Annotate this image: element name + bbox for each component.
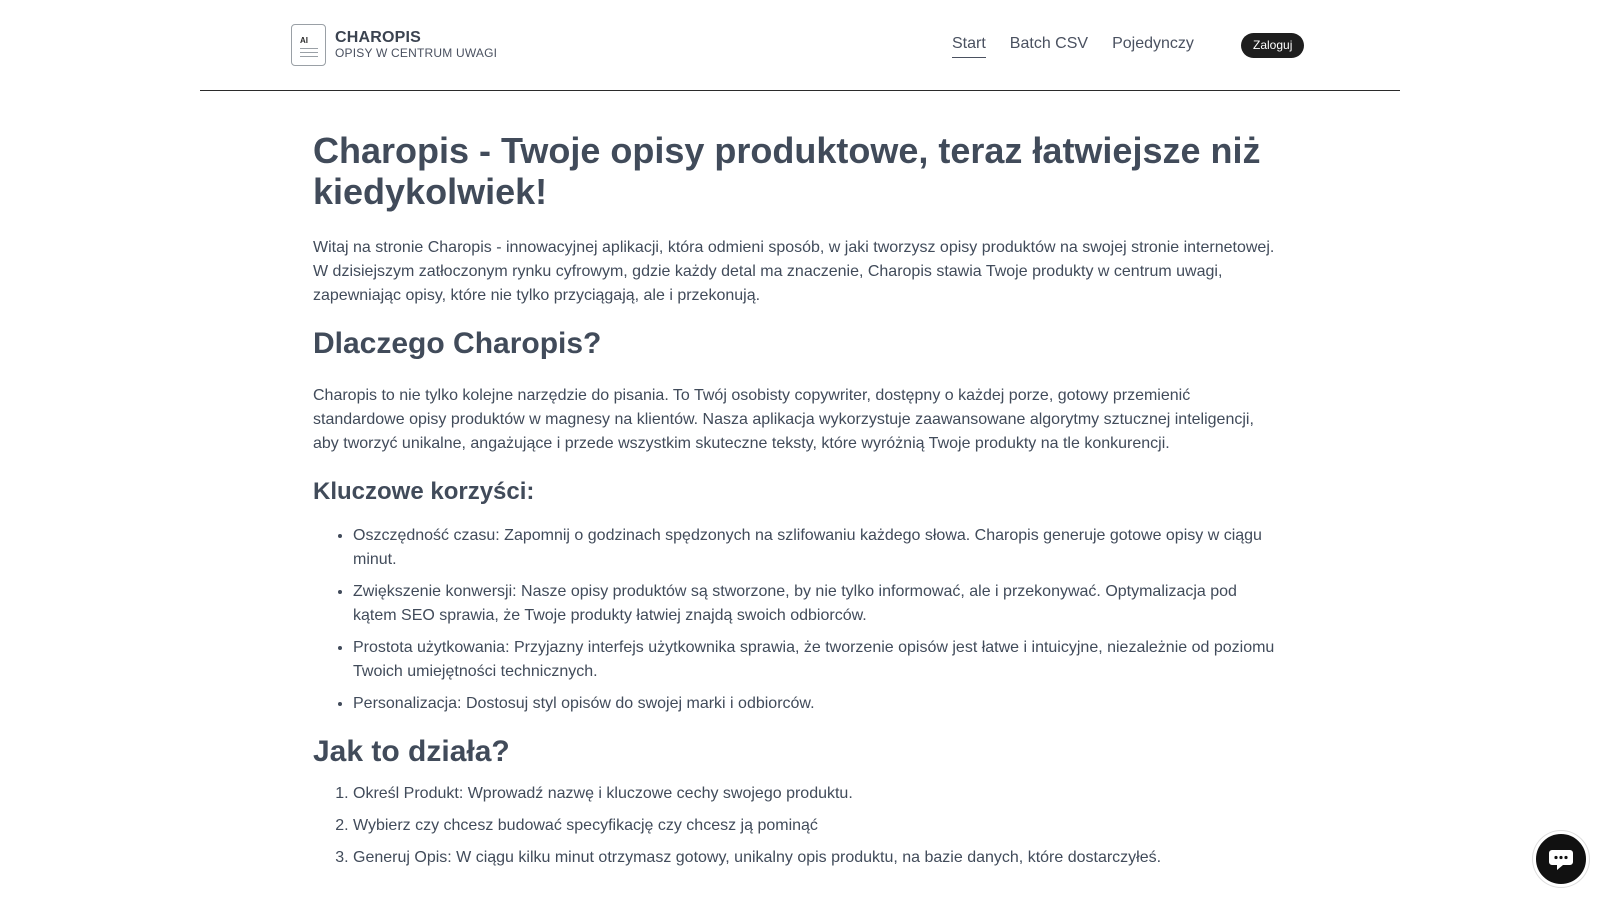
login-button[interactable]: Zaloguj: [1241, 33, 1304, 58]
nav-batch-csv[interactable]: Batch CSV: [1009, 35, 1089, 52]
benefits-list: [313, 524, 1283, 716]
nav-start[interactable]: Start: [952, 35, 986, 58]
site-header: [200, 0, 1400, 91]
why-paragraph: Charopis to nie tylko kolejne narzędzie do pisania. To Twój osobisty copywriter, dostępny o każdej porze, gotowy przemienić standardowe opisy produktów w magnesy na klientów. Nasza aplikacja wykorzystuje zaawansowane algorytmy sztucznej inteligencji, aby tworzyć unikalne, angażujące i przede wszystkim skuteczne teksty, które wyróżnią Twoje produkty na tle konkurencji.: [313, 387, 1254, 452]
steps-list: [313, 782, 1283, 870]
how-heading: Jak to działa?: [313, 735, 510, 768]
logo[interactable]: [291, 24, 497, 66]
logo-document-icon: [291, 24, 326, 66]
list-item: • Prostota użytkowania: Przyjazny interfejs użytkownika sprawia, że tworzenie opisów jest łatwe i intuicyjne, niezależnie od poziomu Twoich umiejętności technicznych.: [353, 636, 1283, 684]
why-heading: Dlaczego Charopis?: [313, 327, 602, 360]
brand-tagline: OPISY W CENTRUM UWAGI: [335, 46, 498, 61]
intro-paragraph: Witaj na stronie Charopis - innowacyjnej aplikacji, która odmieni sposób, w jaki tworzysz opisy produktów na swojej stronie internetowej. W dzisiejszym zatłoczonym rynku cyfrowym, gdzie każdy detal ma znaczenie, Charopis stawia Twoje produkty w centrum uwagi, zapewniając opisy, które nie tylko przyciągają, ale i przekonują.: [313, 239, 1275, 304]
logo-text: [335, 29, 497, 61]
list-item: • Personalizacja: Dostosuj styl opisów do swojej marki i odbiorców.: [353, 692, 1283, 716]
chat-button[interactable]: [1533, 831, 1589, 887]
list-item: 2. Wybierz czy chcesz budować specyfikację czy chcesz ją pominąć: [353, 814, 1283, 838]
list-item: • Zwiększenie konwersji: Nasze opisy produktów są stworzone, by nie tylko informować, ale i przekonywać. Optymalizacja pod kątem SEO sprawia, że Twoje produkty łatwiej znajdą swoich odbiorców.: [353, 580, 1283, 628]
benefits-heading: Kluczowe korzyści:: [313, 478, 535, 505]
list-item: • Oszczędność czasu: Zapomnij o godzinach spędzonych na szlifowaniu każdego słowa. Charopis generuje gotowe opisy w ciągu minut.: [353, 524, 1283, 572]
main-nav: [952, 35, 1194, 58]
main-content: [313, 130, 1283, 888]
chat-icon: [1546, 844, 1576, 874]
page-title: Charopis - Twoje opisy produktowe, teraz łatwiejsze niż kiedykolwiek!: [313, 130, 1261, 212]
brand-name: CHAROPIS: [335, 28, 422, 46]
list-item: 3. Generuj Opis: W ciągu kilku minut otrzymasz gotowy, unikalny opis produktu, na bazie danych, które dostarczyłeś.: [353, 846, 1283, 870]
logo-badge: AI: [300, 36, 308, 45]
list-item: 1. Określ Produkt: Wprowadź nazwę i kluczowe cechy swojego produktu.: [353, 782, 1283, 806]
nav-pojedynczy[interactable]: Pojedynczy: [1112, 35, 1194, 52]
